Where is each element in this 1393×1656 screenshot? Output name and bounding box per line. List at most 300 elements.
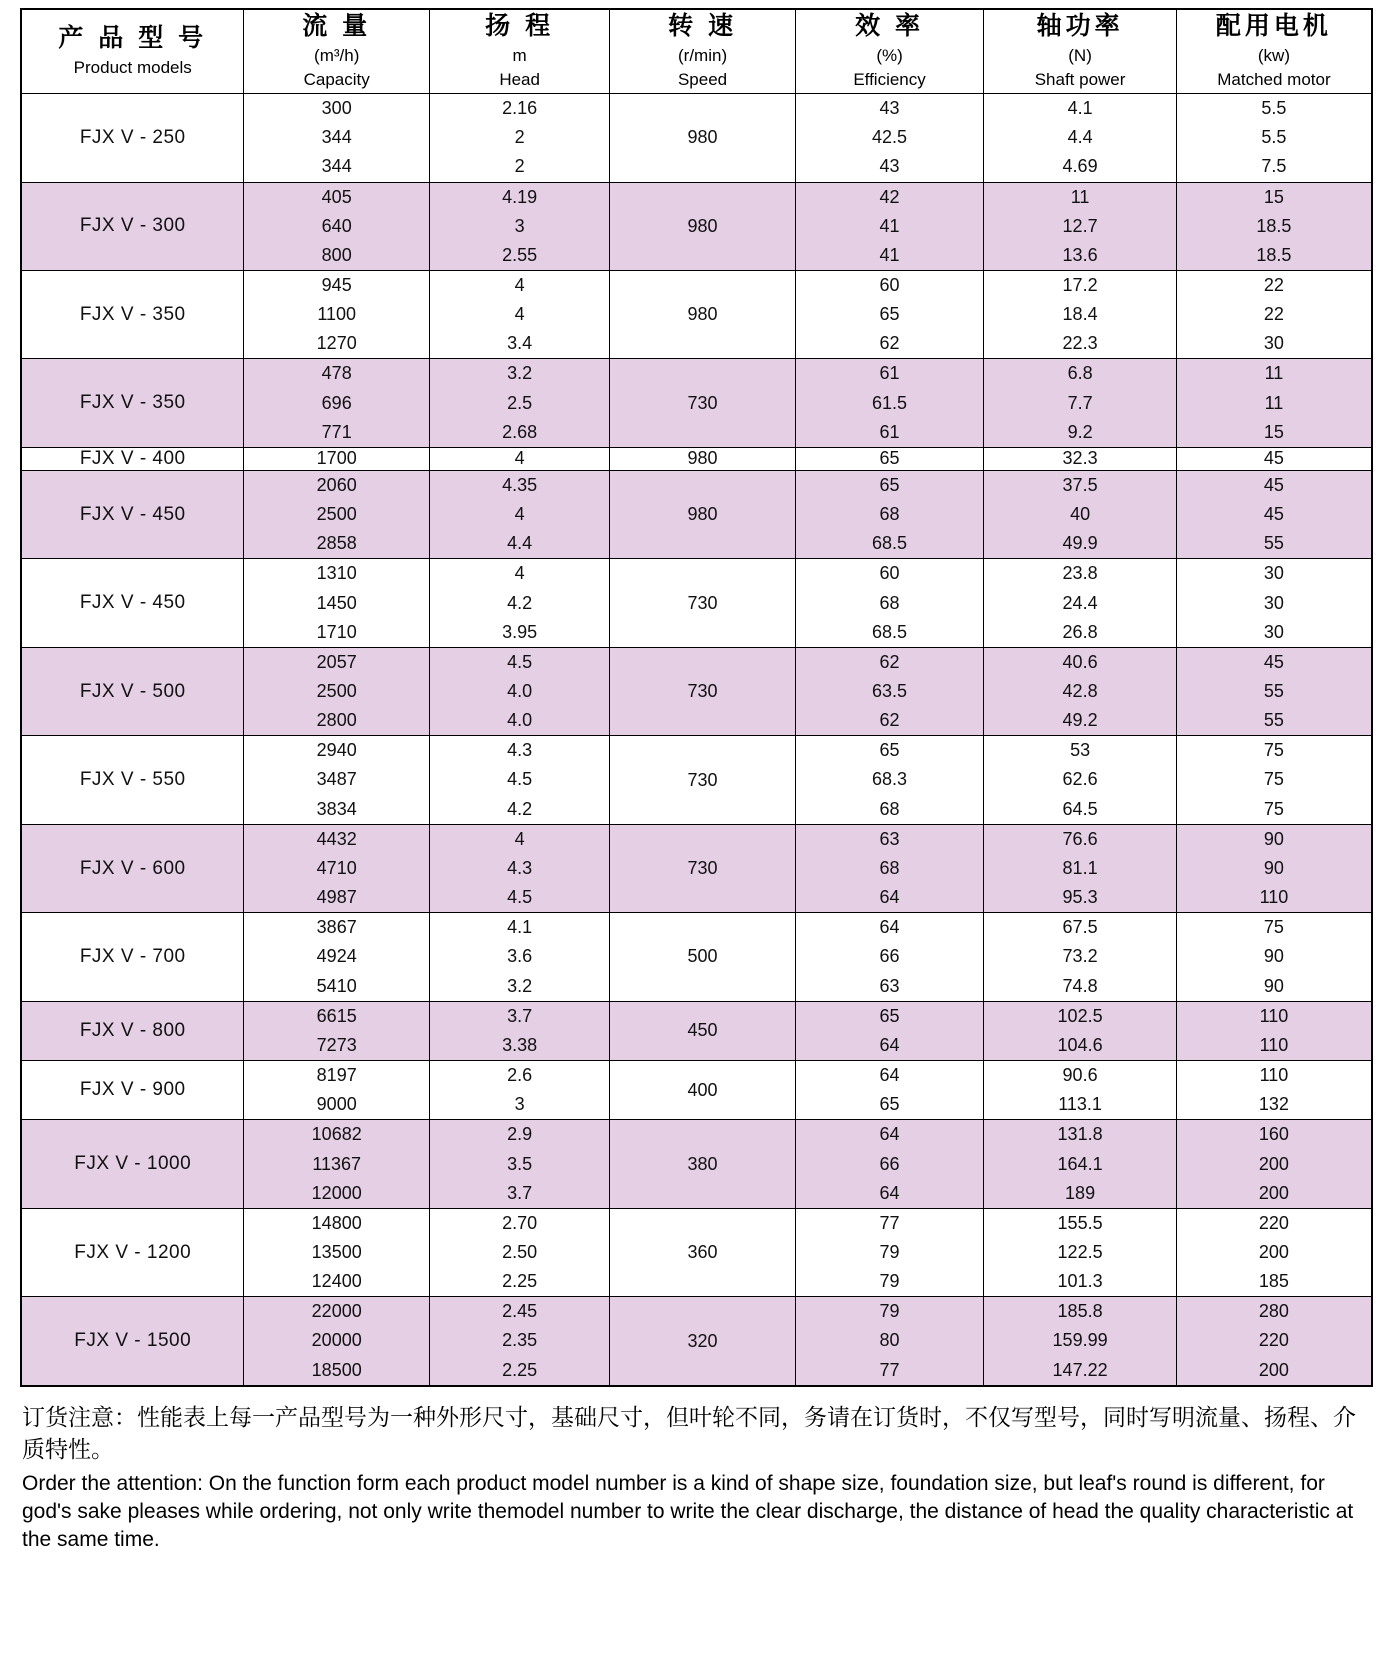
value-line: 63	[879, 975, 900, 996]
cell-capacity	[244, 359, 429, 447]
cell-speed	[610, 559, 795, 647]
value-line: 1450	[316, 592, 357, 613]
value-line: 110	[1259, 1005, 1289, 1026]
cell-shaft-power	[984, 736, 1177, 824]
value-line: 90.6	[1062, 1065, 1098, 1086]
table-row	[21, 647, 1372, 735]
cell-capacity	[244, 470, 429, 558]
value-line: 75	[1263, 798, 1284, 819]
column-header-en: Capacity	[303, 70, 370, 90]
value-line: 42.5	[872, 127, 908, 148]
value-line: 45	[1263, 504, 1284, 525]
table-row	[21, 824, 1372, 912]
value-line: 4432	[316, 828, 357, 849]
value-line: 61.5	[872, 392, 908, 413]
cell-capacity	[244, 1001, 429, 1060]
cell-efficiency	[795, 736, 984, 824]
cell-capacity	[244, 1208, 429, 1296]
value-line: 730	[687, 392, 718, 413]
value-line: 68	[879, 798, 900, 819]
cell-speed	[610, 447, 795, 470]
value-line: 22	[1263, 274, 1284, 295]
value-line: 4	[514, 563, 525, 584]
value-line: 2.55	[502, 244, 538, 265]
cell-product-model: FJX V - 900	[21, 1061, 244, 1120]
cell-product-model: FJX V - 350	[21, 270, 244, 358]
value-line: 380	[687, 1153, 718, 1174]
value-line: 280	[1258, 1301, 1289, 1322]
value-line: 2.70	[502, 1212, 538, 1233]
value-line: 30	[1263, 333, 1284, 354]
value-line: 15	[1263, 421, 1284, 442]
value-line: 189	[1065, 1182, 1096, 1203]
value-line: 64	[879, 887, 900, 908]
value-line: 730	[687, 858, 718, 879]
value-line: 4	[514, 504, 525, 525]
cell-speed	[610, 1297, 795, 1386]
cell-capacity	[244, 1297, 429, 1386]
cell-speed	[610, 359, 795, 447]
value-line: 4710	[316, 857, 357, 878]
column-header-en: Matched motor	[1217, 70, 1331, 90]
cell-product-model: FJX V - 700	[21, 913, 244, 1001]
value-line: 2.25	[502, 1359, 538, 1380]
value-line: 2	[514, 156, 525, 177]
cell-capacity	[244, 913, 429, 1001]
value-line: 6615	[316, 1005, 357, 1026]
cell-product-model: FJX V - 350	[21, 359, 244, 447]
value-line: 63.5	[872, 681, 908, 701]
cell-matched-motor	[1176, 1208, 1372, 1296]
cell-capacity	[244, 94, 429, 182]
cell-capacity	[244, 736, 429, 824]
value-line: 41	[879, 244, 900, 265]
cell-matched-motor	[1176, 270, 1372, 358]
cell-efficiency	[795, 447, 984, 470]
table-row	[21, 1001, 1372, 1060]
value-line: 22000	[311, 1301, 362, 1322]
value-line: 185	[1258, 1271, 1289, 1292]
value-line: 2.6	[507, 1065, 533, 1086]
value-line: 77	[879, 1212, 900, 1233]
value-line: 3.38	[502, 1034, 538, 1055]
value-line: 74.8	[1062, 975, 1098, 996]
cell-efficiency	[795, 470, 984, 558]
value-line: 4.0	[507, 710, 533, 731]
value-line: 3834	[316, 798, 357, 819]
cell-shaft-power	[984, 559, 1177, 647]
value-line: 113.1	[1058, 1094, 1102, 1115]
cell-capacity	[244, 647, 429, 735]
cell-head	[429, 736, 609, 824]
value-line: 90	[1263, 946, 1284, 967]
value-line: 4.2	[507, 798, 533, 819]
cell-head	[429, 182, 609, 270]
value-line: 62.6	[1062, 769, 1098, 790]
cell-capacity	[244, 1120, 429, 1208]
value-line: 80	[879, 1330, 900, 1351]
table-row	[21, 94, 1372, 182]
value-line: 2500	[316, 504, 357, 525]
value-line: 132	[1258, 1094, 1289, 1115]
value-line: 155.5	[1057, 1212, 1103, 1233]
value-line: 64	[879, 1065, 900, 1086]
value-line: 30	[1263, 563, 1284, 584]
value-line: 300	[321, 98, 352, 119]
column-header-unit: (N)	[1068, 45, 1092, 65]
value-line: 18.4	[1062, 304, 1098, 325]
cell-head	[429, 94, 609, 182]
value-line: 730	[687, 769, 718, 790]
value-line: 3.7	[507, 1005, 533, 1026]
cell-shaft-power	[984, 94, 1177, 182]
value-line: 42	[879, 186, 900, 207]
value-line: 3487	[316, 769, 357, 790]
column-header-en: Product models	[73, 58, 192, 78]
cell-matched-motor	[1176, 470, 1372, 558]
value-line: 9.2	[1067, 421, 1093, 442]
value-line: 4.19	[502, 186, 538, 207]
value-line: 344	[321, 156, 352, 177]
table-row	[21, 359, 1372, 447]
value-line: 110	[1259, 1034, 1289, 1055]
value-line: 980	[687, 127, 718, 148]
value-line: 2800	[316, 710, 357, 731]
cell-shaft-power	[984, 1001, 1177, 1060]
column-header-matched-motor	[1176, 9, 1372, 94]
value-line: 6.8	[1067, 363, 1093, 384]
value-line: 49.9	[1062, 533, 1098, 554]
value-line: 200	[1258, 1153, 1289, 1174]
value-line: 11	[1264, 392, 1284, 413]
value-line: 68	[879, 857, 900, 878]
cell-efficiency	[795, 1001, 984, 1060]
cell-efficiency	[795, 270, 984, 358]
value-line: 159.99	[1052, 1330, 1108, 1351]
value-line: 37.5	[1062, 474, 1098, 495]
table-row	[21, 270, 1372, 358]
value-line: 122.5	[1057, 1241, 1103, 1262]
table-row	[21, 470, 1372, 558]
value-line: 42.8	[1062, 681, 1098, 701]
value-line: 79	[879, 1271, 900, 1292]
value-line: 65	[879, 448, 900, 469]
table-row	[21, 447, 1372, 470]
cell-product-model: FJX V - 450	[21, 559, 244, 647]
value-line: 980	[687, 304, 718, 325]
cell-efficiency	[795, 559, 984, 647]
cell-efficiency	[795, 824, 984, 912]
value-line: 18.5	[1256, 244, 1292, 265]
cell-capacity	[244, 182, 429, 270]
value-line: 2.25	[502, 1271, 538, 1292]
cell-product-model: FJX V - 550	[21, 736, 244, 824]
value-line: 79	[879, 1301, 900, 1322]
cell-head	[429, 647, 609, 735]
cell-speed	[610, 94, 795, 182]
value-line: 4.5	[507, 887, 533, 908]
value-line: 41	[879, 215, 900, 236]
value-line: 696	[321, 392, 352, 413]
cell-speed	[610, 913, 795, 1001]
cell-speed	[610, 736, 795, 824]
value-line: 12400	[311, 1271, 362, 1292]
column-header-cn: 流 量	[302, 12, 372, 40]
value-line: 4.5	[507, 651, 533, 672]
value-line: 2940	[316, 740, 357, 761]
value-line: 90	[1263, 828, 1284, 849]
value-line: 3.4	[507, 333, 533, 354]
value-line: 320	[687, 1330, 718, 1351]
value-line: 2500	[316, 681, 357, 701]
value-line: 478	[321, 363, 352, 384]
cell-product-model: FJX V - 1500	[21, 1297, 244, 1386]
cell-head	[429, 1001, 609, 1060]
value-line: 1700	[316, 448, 357, 469]
cell-matched-motor	[1176, 1001, 1372, 1060]
cell-matched-motor	[1176, 559, 1372, 647]
table-row	[21, 736, 1372, 824]
table-row	[21, 913, 1372, 1001]
cell-product-model: FJX V - 1000	[21, 1120, 244, 1208]
cell-efficiency	[795, 182, 984, 270]
cell-matched-motor	[1176, 447, 1372, 470]
cell-head	[429, 270, 609, 358]
value-line: 200	[1258, 1182, 1289, 1203]
value-line: 771	[321, 421, 352, 442]
cell-speed	[610, 470, 795, 558]
value-line: 4.3	[507, 740, 533, 761]
value-line: 4.2	[507, 592, 533, 613]
value-line: 5.5	[1261, 127, 1287, 148]
table-row	[21, 1061, 1372, 1120]
value-line: 12.7	[1062, 215, 1098, 236]
cell-head	[429, 1297, 609, 1386]
cell-product-model: FJX V - 800	[21, 1001, 244, 1060]
cell-efficiency	[795, 1120, 984, 1208]
value-line: 90	[1263, 975, 1284, 996]
value-line: 62	[879, 710, 900, 731]
column-header-product-models	[21, 9, 244, 94]
value-line: 68	[879, 504, 900, 525]
value-line: 65	[879, 1005, 900, 1026]
value-line: 4	[514, 828, 525, 849]
cell-efficiency	[795, 94, 984, 182]
value-line: 147.22	[1052, 1359, 1108, 1380]
value-line: 1100	[317, 304, 357, 325]
table-row	[21, 1120, 1372, 1208]
value-line: 980	[687, 215, 718, 236]
value-line: 131.8	[1057, 1124, 1103, 1145]
value-line: 101.3	[1057, 1271, 1103, 1292]
value-line: 7.7	[1067, 392, 1093, 413]
value-line: 75	[1263, 740, 1284, 761]
value-line: 11367	[312, 1153, 362, 1174]
value-line: 18500	[311, 1359, 362, 1380]
value-line: 4	[514, 304, 525, 325]
value-line: 66	[879, 946, 900, 967]
value-line: 5.5	[1261, 98, 1287, 119]
cell-shaft-power	[984, 359, 1177, 447]
cell-product-model: FJX V - 400	[21, 447, 244, 470]
value-line: 14800	[311, 1212, 362, 1233]
value-line: 45	[1263, 474, 1284, 495]
cell-shaft-power	[984, 447, 1177, 470]
value-line: 17.2	[1062, 274, 1098, 295]
value-line: 2858	[316, 533, 357, 554]
value-line: 65	[879, 740, 900, 761]
cell-shaft-power	[984, 1208, 1177, 1296]
cell-matched-motor	[1176, 824, 1372, 912]
cell-product-model: FJX V - 500	[21, 647, 244, 735]
value-line: 4.1	[1067, 98, 1093, 119]
cell-matched-motor	[1176, 913, 1372, 1001]
value-line: 68.5	[872, 533, 908, 554]
cell-head	[429, 1208, 609, 1296]
cell-efficiency	[795, 1208, 984, 1296]
cell-capacity	[244, 447, 429, 470]
value-line: 4.35	[502, 474, 538, 495]
cell-speed	[610, 1208, 795, 1296]
value-line: 3.2	[507, 975, 533, 996]
value-line: 65	[879, 1094, 900, 1115]
value-line: 45	[1263, 448, 1284, 469]
value-line: 102.5	[1057, 1005, 1103, 1026]
cell-head	[429, 913, 609, 1001]
value-line: 4924	[316, 946, 357, 967]
cell-speed	[610, 1001, 795, 1060]
value-line: 8197	[316, 1065, 357, 1086]
value-line: 220	[1258, 1330, 1289, 1351]
cell-head	[429, 1061, 609, 1120]
cell-efficiency	[795, 359, 984, 447]
value-line: 12000	[311, 1182, 362, 1203]
value-line: 405	[321, 186, 352, 207]
cell-shaft-power	[984, 647, 1177, 735]
value-line: 26.8	[1062, 621, 1098, 642]
value-line: 73.2	[1062, 946, 1098, 967]
value-line: 64.5	[1062, 798, 1098, 819]
value-line: 40.6	[1062, 651, 1098, 672]
cell-capacity	[244, 1061, 429, 1120]
value-line: 2060	[316, 474, 357, 495]
table-header-row	[21, 9, 1372, 94]
value-line: 77	[879, 1359, 900, 1380]
column-header-speed	[610, 9, 795, 94]
value-line: 13500	[311, 1241, 362, 1262]
value-line: 2.35	[502, 1330, 538, 1351]
value-line: 4.4	[1067, 127, 1093, 148]
column-header-unit: (m³/h)	[314, 45, 360, 65]
value-line: 24.4	[1062, 592, 1098, 613]
table-row	[21, 182, 1372, 270]
value-line: 2.5	[507, 392, 533, 413]
value-line: 43	[879, 156, 900, 177]
cell-head	[429, 359, 609, 447]
value-line: 110	[1259, 1065, 1289, 1086]
value-line: 220	[1258, 1212, 1289, 1233]
value-line: 64	[879, 1124, 900, 1145]
value-line: 104.6	[1057, 1034, 1103, 1055]
value-line: 2057	[316, 651, 357, 672]
value-line: 200	[1258, 1241, 1289, 1262]
cell-product-model: FJX V - 300	[21, 182, 244, 270]
cell-speed	[610, 647, 795, 735]
value-line: 68.3	[872, 769, 908, 790]
column-header-cn: 轴功率	[1036, 12, 1124, 40]
value-line: 4987	[316, 887, 357, 908]
value-line: 30	[1263, 621, 1284, 642]
value-line: 68.5	[872, 621, 908, 642]
cell-speed	[610, 1120, 795, 1208]
column-header-cn: 产 品 型 号	[58, 24, 208, 53]
table-row	[21, 1297, 1372, 1386]
cell-product-model: FJX V - 1200	[21, 1208, 244, 1296]
value-line: 23.8	[1062, 563, 1098, 584]
value-line: 75	[1263, 917, 1284, 938]
cell-speed	[610, 182, 795, 270]
cell-matched-motor	[1176, 359, 1372, 447]
cell-matched-motor	[1176, 1061, 1372, 1120]
value-line: 65	[879, 304, 900, 325]
value-line: 40	[1070, 504, 1091, 525]
value-line: 95.3	[1062, 887, 1098, 908]
value-line: 730	[687, 592, 718, 613]
cell-matched-motor	[1176, 1297, 1372, 1386]
value-line: 344	[321, 127, 352, 148]
value-line: 10682	[311, 1124, 362, 1145]
cell-head	[429, 447, 609, 470]
order-notes-cn: 订货注意：性能表上每一产品型号为一种外形尺寸，基础尺寸，但叶轮不同，务请在订货时，不仅写型号，同时写明流量、扬程、介质特性。	[22, 1403, 1356, 1463]
value-line: 30	[1263, 592, 1284, 613]
column-header-en: Speed	[677, 70, 728, 90]
cell-shaft-power	[984, 1120, 1177, 1208]
value-line: 7273	[316, 1034, 357, 1055]
value-line: 64	[879, 917, 900, 938]
value-line: 61	[879, 363, 900, 384]
column-header-capacity	[244, 9, 429, 94]
cell-speed	[610, 270, 795, 358]
value-line: 4.0	[507, 681, 533, 701]
value-line: 81.1	[1062, 857, 1098, 878]
value-line: 22.3	[1062, 333, 1098, 354]
value-line: 11	[1264, 363, 1284, 384]
value-line: 4.1	[507, 917, 533, 938]
value-line: 63	[879, 828, 900, 849]
value-line: 61	[879, 421, 900, 442]
value-line: 164.1	[1057, 1153, 1103, 1174]
value-line: 9000	[316, 1094, 357, 1115]
value-line: 64	[879, 1034, 900, 1055]
value-line: 1710	[316, 621, 357, 642]
column-header-head	[429, 9, 609, 94]
cell-shaft-power	[984, 270, 1177, 358]
performance-table	[20, 8, 1373, 1387]
value-line: 200	[1258, 1359, 1289, 1380]
cell-matched-motor	[1176, 182, 1372, 270]
value-line: 5410	[316, 975, 357, 996]
table-header	[21, 9, 1372, 94]
value-line: 4.69	[1062, 156, 1098, 177]
cell-shaft-power	[984, 182, 1177, 270]
value-line: 800	[321, 244, 352, 265]
column-header-en: Head	[499, 70, 540, 90]
cell-head	[429, 559, 609, 647]
value-line: 55	[1263, 710, 1284, 731]
value-line: 20000	[311, 1330, 362, 1351]
value-line: 2.9	[507, 1124, 533, 1145]
cell-speed	[610, 1061, 795, 1120]
